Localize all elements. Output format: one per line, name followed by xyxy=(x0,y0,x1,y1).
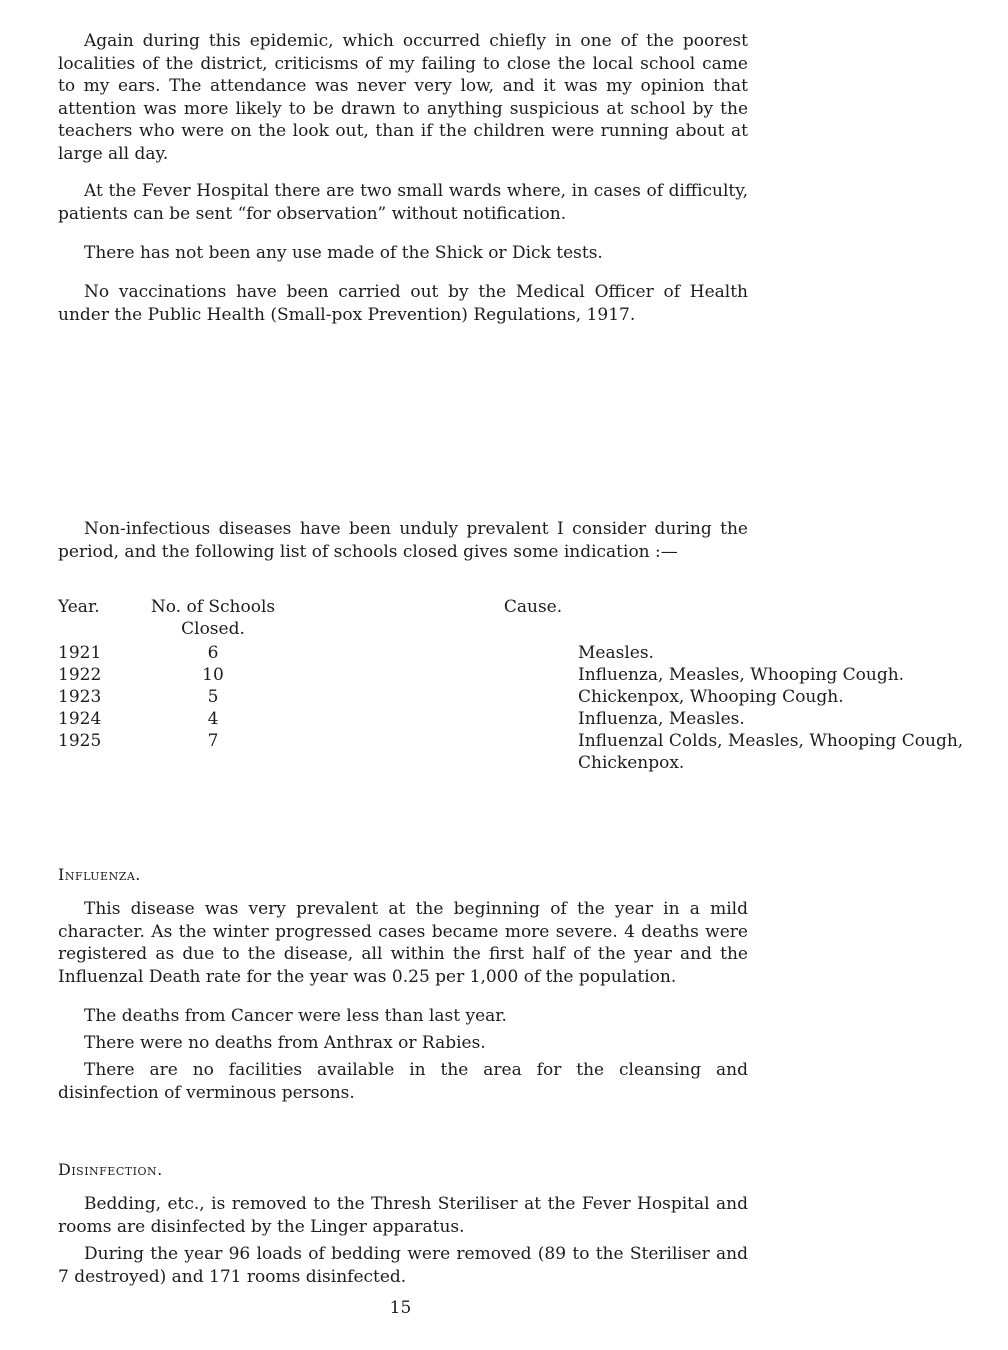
table-header xyxy=(58,596,748,642)
paragraph-loads: During the year 96 loads of bedding were removed (89 to the Steriliser and 7 destroyed) and 171 rooms disinfected. xyxy=(58,1244,748,1287)
row-cause: Influenza, Measles, Whooping Cough. xyxy=(578,665,905,685)
row-closed: 5 xyxy=(207,687,219,707)
paragraph-fever-hospital: At the Fever Hospital there are two small wards where, in cases of difficulty, patients can be sent “for observation” without notification. xyxy=(58,181,748,224)
paragraph-anthrax: There were no deaths from Anthrax or Rabies. xyxy=(84,1033,486,1053)
paragraph-bedding: Bedding, etc., is removed to the Thresh Steriliser at the Fever Hospital and rooms are disinfected by the Linger apparatus. xyxy=(58,1194,748,1237)
row-year: 1922 xyxy=(58,665,102,685)
row-closed: 4 xyxy=(207,709,219,729)
section-heading-influenza: Influenza. xyxy=(58,865,141,884)
table-row xyxy=(58,730,964,774)
schools-closed-table xyxy=(58,596,964,774)
row-year: 1921 xyxy=(58,643,102,663)
row-cause: Influenza, Measles. xyxy=(578,709,745,729)
table-row xyxy=(58,642,748,664)
table-row xyxy=(58,664,905,686)
row-cause: Chickenpox, Whooping Cough. xyxy=(578,687,844,707)
header-year: Year. xyxy=(58,597,100,617)
row-year: 1923 xyxy=(58,687,102,707)
paragraph-vaccinations: No vaccinations have been carried out by the Medical Officer of Health under the Public Health (Small-pox Prevention) Regulations, 1917. xyxy=(58,282,748,325)
section-heading-disinfection: Disinfection. xyxy=(58,1160,163,1179)
header-schools-closed: No. of Schools Closed. xyxy=(150,597,276,639)
row-cause: Influenzal Colds, Measles, Whooping Cough, Chickenpox. xyxy=(578,731,964,773)
paragraph-non-infectious: Non-infectious diseases have been unduly prevalent I consider during the period, and the following list of schools closed gives some indication :— xyxy=(58,519,748,562)
row-closed: 10 xyxy=(202,665,224,685)
row-cause: Measles. xyxy=(578,643,654,663)
header-cause: Cause. xyxy=(503,597,563,617)
paragraph-verminous: There are no facilities available in the area for the cleansing and disinfection of verminous persons. xyxy=(58,1060,748,1103)
row-year: 1925 xyxy=(58,731,102,751)
paragraph-influenza: This disease was very prevalent at the beginning of the year in a mild character. As the winter progressed cases became more severe. 4 deaths were registered as due to the disease, all within the first half of the year and the Influenzal Death rate for the year was 0.25 per 1,000 of the population. xyxy=(58,899,748,987)
paragraph-cancer: The deaths from Cancer were less than last year. xyxy=(84,1006,507,1026)
row-year: 1924 xyxy=(58,709,102,729)
table-row xyxy=(58,686,844,708)
paragraph-shick-dick: There has not been any use made of the Shick or Dick tests. xyxy=(84,243,603,263)
row-closed: 6 xyxy=(207,643,219,663)
paragraph-epidemic-school: Again during this epidemic, which occurred chiefly in one of the poorest localities of the district, criticisms of my failing to close the local school came to my ears. The attendance was never very low, and it was my opinion that attention was more likely to be drawn to anything suspicious at school by the teachers who were on the look out, than if the children were running about at large all day. xyxy=(58,31,748,164)
row-closed: 7 xyxy=(207,731,219,751)
page-number: 15 xyxy=(389,1298,412,1318)
table-row xyxy=(58,708,748,730)
